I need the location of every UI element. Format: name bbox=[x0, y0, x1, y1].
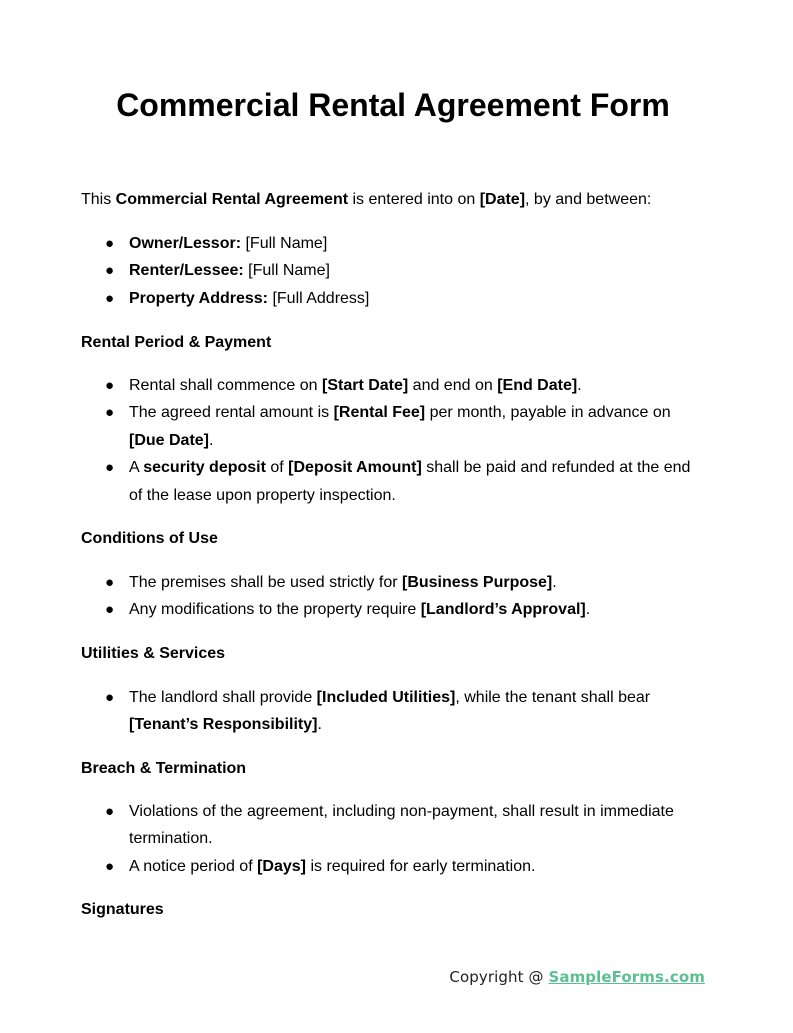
rental-amount-text-2: per month, payable in advance on bbox=[425, 404, 671, 422]
list-item-notice-period bbox=[81, 853, 701, 880]
end-date-placeholder: [End Date] bbox=[497, 377, 578, 394]
owner-label: Owner/Lessor: bbox=[129, 235, 242, 252]
purpose-text-1: The premises shall be used strictly for bbox=[129, 574, 402, 591]
list-item-utilities bbox=[81, 684, 701, 739]
intro-text-1: This bbox=[81, 191, 116, 208]
renter-value: [Full Name] bbox=[243, 262, 330, 280]
tenant-responsibility-placeholder: [Tenant’s Responsibility] bbox=[129, 716, 318, 734]
conditions-list bbox=[81, 569, 701, 624]
intro-text-3: , by and between: bbox=[525, 191, 652, 208]
list-item-rental-period bbox=[81, 372, 701, 399]
start-date-placeholder: [Start Date] bbox=[321, 377, 409, 394]
deposit-text-3: shall be paid and refunded at the end of the lease upon property inspection. bbox=[129, 459, 691, 504]
bullet-icon: ● bbox=[105, 289, 115, 307]
intro-date-placeholder: [Date] bbox=[479, 191, 526, 208]
modifications-text-1: Any modifications to the property require bbox=[129, 601, 421, 619]
violations-text: Violations of the agreement, including non-payment, shall result in immediate termination. bbox=[129, 803, 674, 848]
rental-list bbox=[81, 372, 701, 509]
due-date-placeholder: [Due Date] bbox=[129, 431, 210, 449]
business-purpose-placeholder: [Business Purpose] bbox=[402, 574, 553, 591]
utilities-list bbox=[81, 684, 701, 739]
purpose-text-2: . bbox=[552, 574, 557, 591]
sampleforms-link[interactable]: SampleForms.com bbox=[548, 968, 705, 986]
bullet-icon: ● bbox=[105, 601, 115, 619]
utilities-text-3: . bbox=[317, 716, 322, 734]
bullet-icon: ● bbox=[105, 574, 115, 591]
bullet-icon: ● bbox=[105, 235, 115, 252]
rental-fee-placeholder: [Rental Fee] bbox=[333, 404, 426, 422]
bullet-icon: ● bbox=[105, 803, 115, 820]
property-value: [Full Address] bbox=[268, 289, 370, 307]
list-item-modifications bbox=[81, 596, 701, 623]
utilities-text-2: , while the tenant shall bear bbox=[455, 689, 651, 706]
list-item-business-purpose bbox=[81, 569, 701, 596]
list-item-rental-amount bbox=[81, 399, 701, 454]
modifications-text-2: . bbox=[585, 601, 591, 619]
days-placeholder: [Days] bbox=[257, 857, 306, 875]
section-heading-utilities: Utilities & Services bbox=[81, 645, 226, 662]
bullet-icon: ● bbox=[105, 459, 115, 477]
rental-amount-text-1: The agreed rental amount is bbox=[129, 404, 334, 422]
rental-period-text-3: . bbox=[577, 377, 582, 394]
notice-text-1: A notice period of bbox=[129, 857, 258, 875]
section-heading-breach: Breach & Termination bbox=[81, 760, 247, 777]
bullet-icon: ● bbox=[105, 262, 115, 280]
security-deposit-term: security deposit bbox=[143, 459, 266, 477]
notice-text-2: is required for early termination. bbox=[306, 857, 536, 875]
footer-copyright bbox=[449, 965, 705, 989]
list-item-security-deposit bbox=[81, 454, 701, 509]
bullet-icon: ● bbox=[105, 377, 115, 394]
rental-period-text-1: Rental shall commence on bbox=[129, 377, 322, 394]
included-utilities-placeholder: [Included Utilities] bbox=[316, 689, 456, 706]
property-label: Property Address: bbox=[129, 289, 268, 307]
section-heading-signatures: Signatures bbox=[81, 901, 164, 918]
parties-list bbox=[81, 230, 701, 312]
rental-period-text-2: and end on bbox=[408, 377, 498, 394]
utilities-text-1: The landlord shall provide bbox=[129, 689, 317, 706]
deposit-text-1: A bbox=[129, 459, 144, 477]
list-item-violations bbox=[81, 798, 701, 853]
list-item-owner bbox=[81, 230, 701, 257]
landlord-approval-placeholder: [Landlord’s Approval] bbox=[420, 601, 586, 619]
section-heading-rental: Rental Period & Payment bbox=[81, 334, 272, 351]
renter-label: Renter/Lessee: bbox=[129, 262, 244, 280]
owner-value: [Full Name] bbox=[241, 235, 328, 252]
document-title: Commercial Rental Agreement Form bbox=[116, 87, 670, 123]
list-item-renter bbox=[81, 257, 701, 284]
bullet-icon: ● bbox=[105, 689, 115, 706]
intro-paragraph bbox=[81, 186, 711, 214]
intro-text-2: is entered into on bbox=[348, 191, 480, 208]
deposit-text-2: of bbox=[265, 459, 289, 477]
rental-amount-text-3: . bbox=[209, 431, 214, 449]
bullet-icon: ● bbox=[105, 404, 115, 422]
list-item-property bbox=[81, 285, 701, 312]
copyright-text: Copyright @ bbox=[449, 968, 549, 986]
deposit-amount-placeholder: [Deposit Amount] bbox=[288, 459, 422, 477]
bullet-icon: ● bbox=[105, 857, 115, 875]
breach-list bbox=[81, 798, 701, 880]
intro-agreement-name: Commercial Rental Agreement bbox=[115, 191, 349, 208]
section-heading-conditions: Conditions of Use bbox=[81, 530, 218, 547]
